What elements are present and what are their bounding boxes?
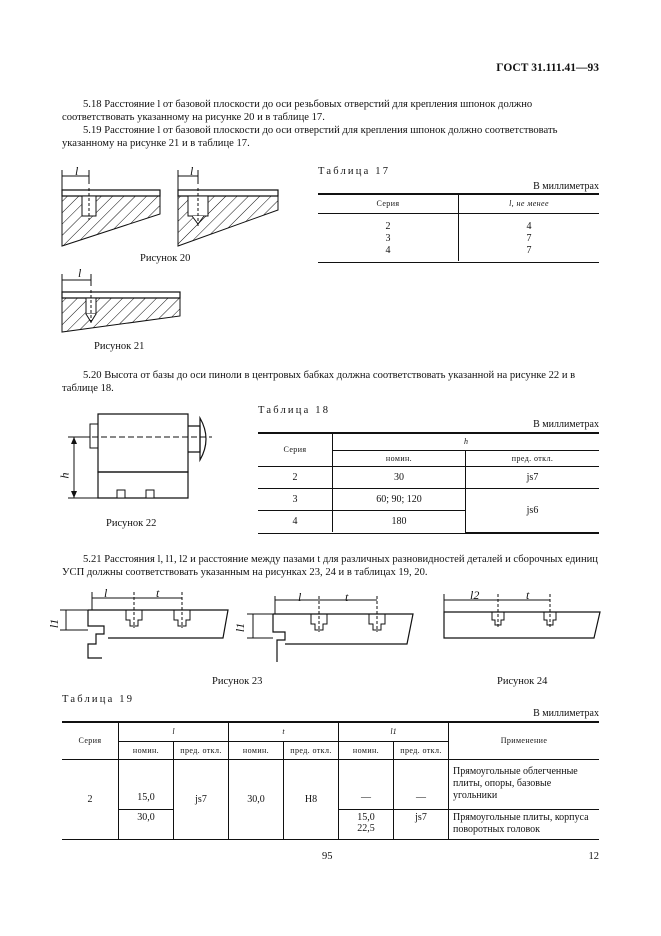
t19-header-t: t xyxy=(229,723,339,741)
fig21-l-label: l xyxy=(78,266,82,280)
figure-20-drawing xyxy=(58,160,288,250)
t19-l1-dev-0: — xyxy=(394,759,449,809)
figure-22-caption: Рисунок 22 xyxy=(106,518,157,529)
table-18-title: Таблица 18 xyxy=(258,405,331,416)
sheet-number: 12 xyxy=(588,851,599,862)
t17-series-0: 2 xyxy=(385,221,391,233)
fig23-right-t-label: t xyxy=(345,590,349,604)
t19-header-l1-dev: пред. откл. xyxy=(394,741,449,759)
figure-20-caption: Рисунок 20 xyxy=(140,253,191,264)
t19-header-t-nom: номин. xyxy=(229,741,284,759)
t18-header-dev: пред. откл. xyxy=(466,450,600,466)
table-19-units: В миллиметрах xyxy=(533,708,599,719)
figure-24-drawing xyxy=(440,590,605,650)
t18-series-2: 4 xyxy=(258,510,333,532)
t17-l-2: 7 xyxy=(526,245,532,257)
t19-series: 2 xyxy=(62,759,119,839)
t18-series-0: 2 xyxy=(258,466,333,488)
t17-series-col xyxy=(318,213,459,261)
fig20-l-label-a: l xyxy=(75,164,79,178)
t19-header-t-dev: пред. откл. xyxy=(284,741,339,759)
t17-l-0: 4 xyxy=(526,221,532,233)
t19-l1-nom-1 xyxy=(339,809,394,839)
paragraph-5-18: 5.18 Расстояние l от базовой плоскости до оси резьбовых отверстий для крепления шпонок должно соответствовать указанному на рисунке 20 и в таблице 17. xyxy=(62,99,533,123)
t19-header-series: Серия xyxy=(62,723,119,759)
t19-header-l-dev: пред. откл. xyxy=(174,741,229,759)
t19-l1-nom-0: — xyxy=(339,759,394,809)
t17-header-l: l, не менее xyxy=(459,195,600,213)
t19-l-dev: js7 xyxy=(174,759,229,839)
fig24-t-label: t xyxy=(526,588,530,602)
table-17-title: Таблица 17 xyxy=(318,166,391,177)
t18-dev-1: js6 xyxy=(466,488,600,532)
table-18 xyxy=(258,434,599,533)
fig23-l-label: l xyxy=(104,586,108,600)
fig23-right-l-label: l xyxy=(298,590,302,604)
t18-series-1: 3 xyxy=(258,488,333,510)
t19-header-l1: l1 xyxy=(339,723,449,741)
table-18-units: В миллиметрах xyxy=(533,419,599,430)
standard-header: ГОСТ 31.111.41—93 xyxy=(496,62,599,74)
t19-l-nom-0: 15,0 xyxy=(119,759,174,809)
fig23-t-label: t xyxy=(156,586,160,600)
figure-23-drawing-right xyxy=(245,596,425,666)
figure-22-drawing xyxy=(62,404,222,514)
t19-header-l: l xyxy=(119,723,229,741)
fig24-l2-label: l2 xyxy=(470,588,480,602)
t18-nom-0: 30 xyxy=(333,466,466,488)
page-number: 95 xyxy=(322,851,333,862)
t17-series-1: 3 xyxy=(385,233,391,245)
t19-header-l-nom: номин. xyxy=(119,741,174,759)
t19-use-1: Прямоугольные плиты, корпуса поворотных головок xyxy=(449,809,600,839)
table-18-bottom-rule xyxy=(258,533,599,534)
t19-l1-nom-1b: 22,5 xyxy=(357,822,375,834)
t19-t-nom: 30,0 xyxy=(229,759,284,839)
t17-l-col xyxy=(459,213,600,261)
t18-header-h: h xyxy=(333,434,600,450)
paragraph-5-19: 5.19 Расстояние l от базовой плоскости до оси отверстий для крепления шпонок должно соответствовать указанному на рисунке 21 и в таблице 17. xyxy=(62,125,558,149)
t17-header-series: Серия xyxy=(318,195,459,213)
t18-header-nom: номин. xyxy=(333,450,466,466)
paragraph-5-21: 5.21 Расстояния l, l1, l2 и расстояние между пазами t для различных разновидностей деталей и сборочных единиц УСП должны соответствовать указанным на рисунках 23, 24 и в таблицах 19, 20. xyxy=(62,554,598,578)
t19-header-l1-nom: номин. xyxy=(339,741,394,759)
fig22-h-label: h xyxy=(57,472,72,479)
t17-series-2: 4 xyxy=(385,245,391,257)
t19-t-dev: H8 xyxy=(284,759,339,839)
table-17 xyxy=(318,195,599,261)
t19-l1-dev-1: js7 xyxy=(394,809,449,839)
t19-header-use: Применение xyxy=(449,723,600,759)
t19-l-nom-1: 30,0 xyxy=(119,809,174,839)
t18-nom-1: 60; 90; 120 xyxy=(333,488,466,510)
t18-header-series: Серия xyxy=(258,434,333,466)
t19-l1-nom-1a: 15,0 xyxy=(357,811,375,823)
figure-24-caption: Рисунок 24 xyxy=(497,676,548,687)
table-17-units: В миллиметрах xyxy=(533,181,599,192)
t19-use-0: Прямоугольные облегченные плиты, опоры, базовые угольники xyxy=(449,759,600,809)
t18-dev-0: js7 xyxy=(466,466,600,488)
figure-23-drawing-left xyxy=(58,588,238,663)
fig23-right-l1-label: l1 xyxy=(233,622,248,633)
table-19 xyxy=(62,723,599,840)
fig23-l1-label: l1 xyxy=(47,618,62,629)
paragraph-5-20: 5.20 Высота от базы до оси пиноли в центровых бабках должна соответствовать указанной на рисунке 22 и в таблице 18. xyxy=(62,370,576,394)
table-19-title: Таблица 19 xyxy=(62,694,135,705)
figure-21-caption: Рисунок 21 xyxy=(94,341,145,352)
figure-23-caption: Рисунок 23 xyxy=(212,676,263,687)
t17-l-1: 7 xyxy=(526,233,532,245)
t18-nom-2: 180 xyxy=(333,510,466,532)
table-17-bottom-rule xyxy=(318,262,599,263)
fig20-l-label-b: l xyxy=(190,164,194,178)
